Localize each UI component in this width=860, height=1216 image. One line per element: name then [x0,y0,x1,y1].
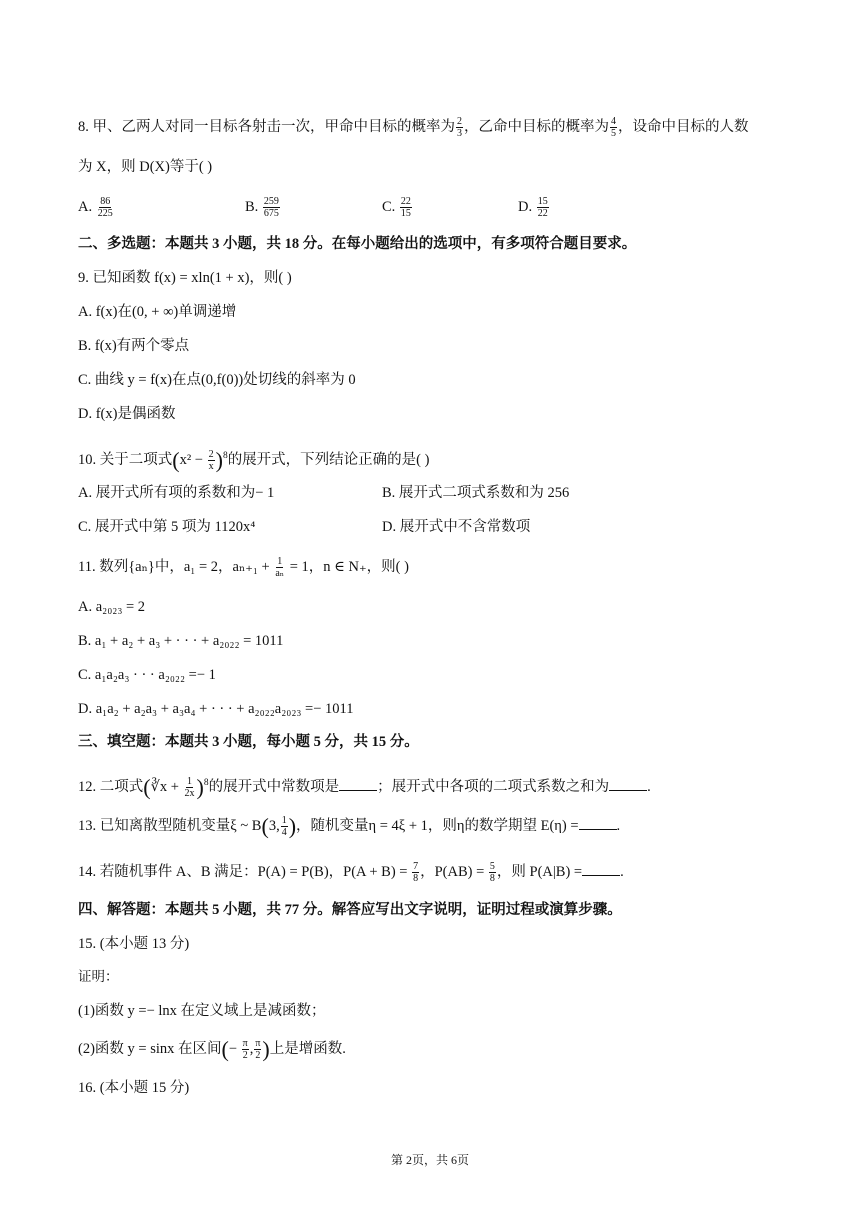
q8-option-b[interactable] [245,196,281,219]
frac-den: 15 [400,208,411,219]
q10-option-d[interactable]: D. 展开式中不含常数项 [382,519,531,535]
q11-option-b[interactable]: B. a₁ + a₂ + a₃ + · · · + a₂₀₂₂ = 1011 [78,633,284,649]
q9-option-d[interactable]: D. f(x)是偶函数 [78,406,176,422]
q8-option-c[interactable] [382,196,413,219]
q10-option-b[interactable]: B. 展开式二项式系数和为 256 [382,485,570,501]
q13-lead: 13. 已知离散型随机变量ξ ~ B [78,818,262,834]
frac-den: 8 [489,873,495,885]
paren-close: ) [215,447,223,473]
q11-frac [274,556,285,579]
frac-num: 86 [100,196,111,207]
q13-args: 3, [268,818,280,834]
q12-lead: 12. 二项式 [78,778,144,795]
q11-stem [78,556,409,579]
frac-den: 2 [242,1050,248,1061]
frac-den: 22 [537,208,548,219]
option-frac [400,196,412,219]
q11-lead: 11. 数列{aₙ}中，a₁ = 2，aₙ₊₁ + [78,558,274,575]
option-label: B. [245,198,262,215]
frac-den: 225 [97,208,113,219]
frac-den: x [208,461,214,472]
frac-den: 3 [457,128,462,139]
frac-num: 7 [413,861,419,873]
q12-mid: 的展开式中常数项是 [208,778,340,795]
frac-den: 4 [281,827,287,839]
q11-option-d[interactable]: D. a₁a₂ + a₂a₃ + a₃a₄ + · · · + a₂₀₂₂a₂₀₂₃ =− 1011 [78,701,354,717]
q8-tail: ，设命中目标的人数 [618,118,749,135]
section-heading-fill-in: 三、填空题：本题共 3 小题，每小题 5 分，共 15 分。 [78,734,419,750]
frac-den: 8 [413,873,419,885]
frac-num: 22 [400,196,411,207]
q8-option-d[interactable] [518,196,550,219]
q14-frac-2 [489,861,496,884]
frac-num: 2 [208,449,214,460]
answer-blank[interactable] [609,776,647,791]
q8-option-a[interactable] [78,196,115,219]
q15-part2 [78,1038,346,1061]
q9-option-a[interactable]: A. f(x)在(0, + ∞)单调递增 [78,304,237,320]
frac-num: 5 [489,861,495,873]
q14-tail: ，则 P(A|B) = [496,864,583,880]
q11-option-c[interactable]: C. a₁a₂a₃ · · · a₂₀₂₂ =− 1 [78,667,216,683]
q8-stem [78,116,749,139]
q15-frac-2 [254,1038,261,1061]
page-footer: 第 2页，共 6页 [390,1153,469,1167]
frac-den: 675 [263,208,279,219]
frac-num: π [242,1038,248,1049]
paren-open: ( [143,774,151,800]
q16-title: 16. (本小题 15 分) [78,1080,190,1096]
q15-part2-tail: 上是增函数. [269,1040,346,1057]
q13-stem [78,815,620,838]
q14-end: . [620,864,624,880]
answer-blank[interactable] [582,861,620,876]
q11-tail: = 1，n ∈ N₊，则( ) [286,558,409,575]
q15-part1: (1)函数 y =− lnx 在定义域上是减函数； [78,1003,326,1019]
option-label: C. [382,198,399,215]
q12-inner: ∛x + [150,778,183,795]
frac-den: aₙ [275,568,285,579]
q9-stem: 9. 已知函数 f(x) = xln(1 + x)，则( ) [78,270,292,286]
q10-option-a[interactable]: A. 展开式所有项的系数和为− 1 [78,485,275,501]
frac-num: 1 [281,815,287,827]
q12-frac [184,776,196,799]
q14-frac-1 [412,861,419,884]
frac-num: 259 [263,196,279,207]
q10-power: 8 [222,451,228,461]
option-label: D. [518,198,536,215]
q8-prob-a [456,116,463,139]
paren-open: ( [172,447,180,473]
paren-close: ) [196,774,204,800]
q10-option-c[interactable]: C. 展开式中第 5 项为 1120x⁴ [78,519,256,535]
section-heading-multi-choice: 二、多选题：本题共 3 小题，共 18 分。在每小题给出的选项中，有多项符合题目要求。 [78,236,637,252]
q10-stem [78,446,429,472]
q8-lead: 8. 甲、乙两人对同一目标各射击一次，甲命中目标的概率为 [78,118,455,135]
q10-lead: 10. 关于二项式 [78,451,173,468]
frac-den: 5 [611,128,616,139]
frac-num: π [255,1038,261,1049]
option-frac [537,196,549,219]
q15-minus: − [228,1040,241,1057]
option-label: A. [78,198,96,215]
q14-stem [78,861,624,884]
section-heading-solutions: 四、解答题：本题共 5 小题，共 77 分。解答应写出文字说明，证明过程或演算步骤。 [78,902,622,918]
q13-tail: ，随机变量η = 4ξ + 1，则η的数学期望 E(η) = [296,818,579,834]
q9-option-c[interactable]: C. 曲线 y = f(x)在点(0,f(0))处切线的斜率为 0 [78,372,356,388]
answer-blank[interactable] [339,776,377,791]
frac-num: 2 [457,116,462,127]
q14-lead: 14. 若随机事件 A、B 满足：P(A) = P(B)，P(A + B) = [78,864,412,880]
q9-option-b[interactable]: B. f(x)有两个零点 [78,338,190,354]
q12-power: 8 [203,778,209,788]
q12-stem [78,773,651,799]
q15-part2-lead: (2)函数 y = sinx 在区间 [78,1040,222,1057]
frac-num: 15 [537,196,548,207]
q10-tail: 的展开式，下列结论正确的是( ) [227,451,430,468]
frac-num: 1 [277,556,283,567]
q8-prob-b [610,116,617,139]
paren-close: ) [262,1036,270,1062]
q10-frac [208,449,215,472]
q14-mid: ，P(AB) = [420,864,488,880]
paren-open: ( [221,1036,229,1062]
option-frac [97,196,114,219]
q12-mid2: ；展开式中各项的二项式系数之和为 [377,778,610,795]
frac-num: 1 [187,776,192,787]
q11-option-a[interactable]: A. a₂₀₂₃ = 2 [78,599,146,615]
answer-blank[interactable] [579,815,617,830]
frac-den: 2x [184,788,195,799]
q15-prove: 证明： [78,969,119,984]
comma: , [249,1040,254,1057]
paren-close: ) [288,813,297,839]
q10-inner: x² − [179,451,207,468]
option-frac [263,196,280,219]
q12-end: . [647,778,651,795]
q8-line2: 为 X，则 D(X)等于( ) [78,159,213,175]
frac-den: 2 [255,1050,261,1061]
frac-num: 4 [611,116,616,127]
q8-mid: ，乙命中目标的概率为 [464,118,609,135]
q15-title: 15. (本小题 13 分) [78,936,190,952]
q13-frac [281,815,288,838]
q15-frac-1 [242,1038,249,1061]
q13-end: . [616,818,621,834]
paren-open: ( [261,813,269,839]
